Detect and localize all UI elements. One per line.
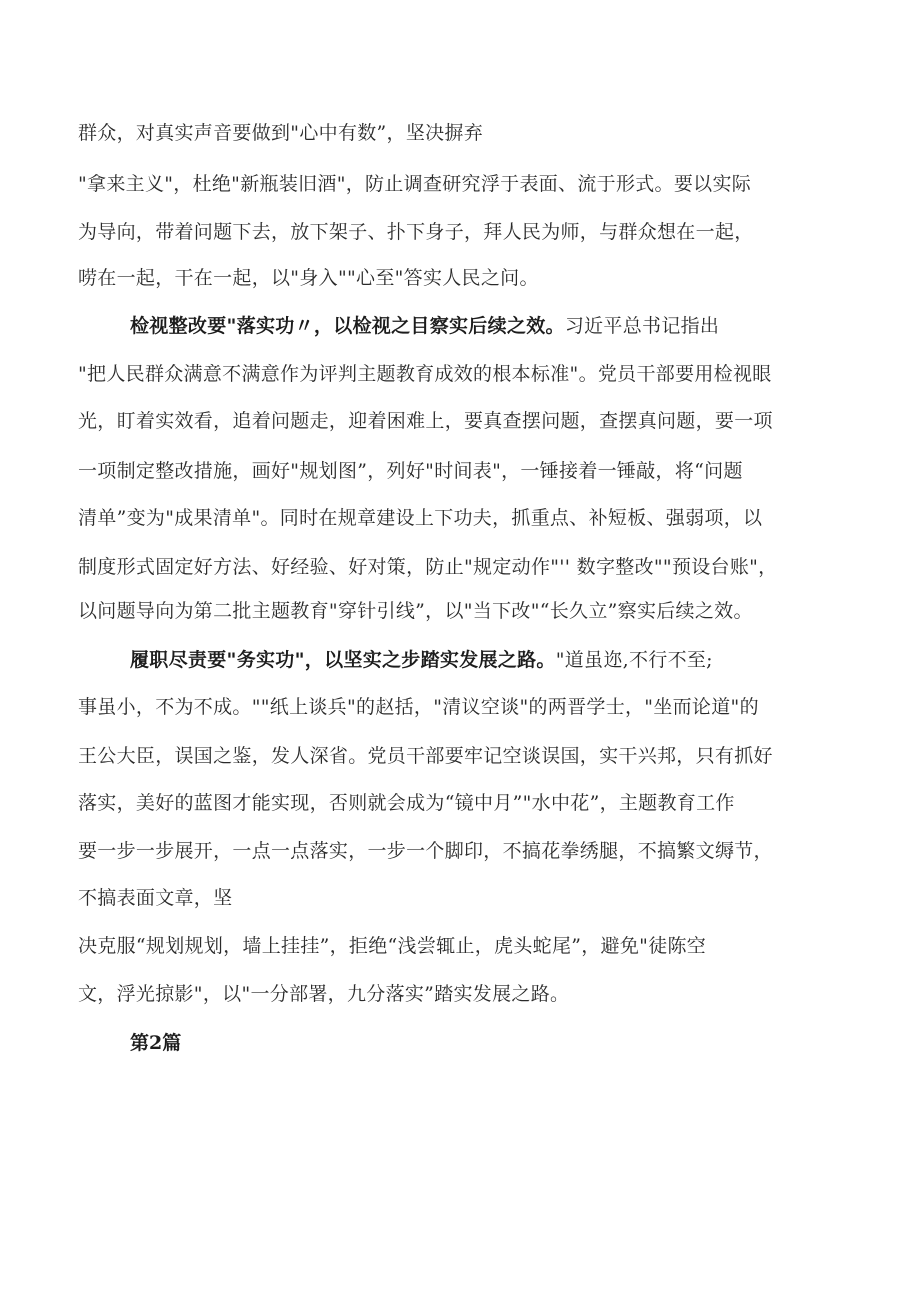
paragraph-1-line-3: 为导向，带着问题下去，放下架子、扑下身子，拜人民为师，与群众想在一起， bbox=[78, 221, 754, 243]
paragraph-2-line-3: 一项制定整改措施，画好"规划图”，列好"时间表"，一锤接着一锤敲，将“问题 bbox=[78, 460, 743, 482]
paragraph-2-line-5: 制度形式固定好方法、好经验、好对策，防止"规定动作"'' 数字整改""预设台账"， bbox=[78, 556, 778, 578]
section-heading: 第2篇 bbox=[130, 1032, 182, 1054]
paragraph-2-lead bbox=[130, 313, 719, 339]
paragraph-3-line-4: 要一步一步展开，一点一点落实，一步一个脚印，不搞花拳绣腿，不搞繁文缛节， bbox=[78, 840, 773, 862]
paragraph-3-line-7: 文，浮光掠影"，以"一分部署，九分落实”踏实发展之路。 bbox=[78, 983, 570, 1005]
paragraph-2-line-6: 以问题导向为第二批主题教育"穿针引线”，以"当下改"“长久立”察实后续之效。 bbox=[78, 600, 753, 622]
paragraph-3-line-5: 不搞表面文章，坚 bbox=[78, 887, 233, 909]
paragraph-3-line-1: 事虽小，不为不成。""纸上谈兵"的赵括，"清议空谈"的两晋学士，"坐而论道"的 bbox=[78, 696, 759, 718]
paragraph-2-lead-bold: 检视整改要"落实功〃，以检视之目察实后续之效。 bbox=[130, 315, 565, 337]
paragraph-3-line-6: 决克服“规划规划，墙上挂挂”，拒绝“浅尝辄止，虎头蛇尾”，避免"徒陈空 bbox=[78, 935, 707, 957]
paragraph-3-line-2: 王公大臣，误国之鉴，发人深省。党员干部要牢记空谈误国，实干兴邦，只有抓好 bbox=[78, 745, 773, 767]
paragraph-1-line-2: "拿来主义"，杜绝"新瓶装旧酒"，防止调查研究浮于表面、流于形式。要以实际 bbox=[78, 173, 752, 195]
paragraph-3-line-3: 落实，美好的蓝图才能实现，否则就会成为“镜中月”"水中花”，主题教育工作 bbox=[78, 792, 735, 814]
paragraph-2-line-4: 清单”变为"成果清单"。同时在规章建设上下功夫，抓重点、补短板、强弱项，以 bbox=[78, 507, 763, 529]
paragraph-2-line-1: "把人民群众满意不满意作为评判主题教育成效的根本标准"。党员干部要用检视眼 bbox=[78, 363, 772, 385]
paragraph-1-line-4: 唠在一起，干在一起，以"身入""心至"答实人民之问。 bbox=[78, 267, 539, 289]
paragraph-3-lead-bold: 履职尽责要"务实功"，以坚实之步踏实发展之路。 bbox=[130, 649, 556, 671]
paragraph-1-line-1: 群众，对真实声音要做到"心中有数”，坚决摒弃 bbox=[78, 122, 484, 144]
paragraph-3-lead bbox=[130, 647, 713, 673]
paragraph-2-line-2: 光，盯着实效看，追着问题走，迎着困难上，要真查摆问题，查摆真问题，要一项 bbox=[78, 410, 773, 432]
paragraph-3-lead-rest: "道虽迩,不行不至; bbox=[555, 649, 713, 671]
paragraph-2-lead-rest: 习近平总书记指出 bbox=[564, 315, 720, 337]
